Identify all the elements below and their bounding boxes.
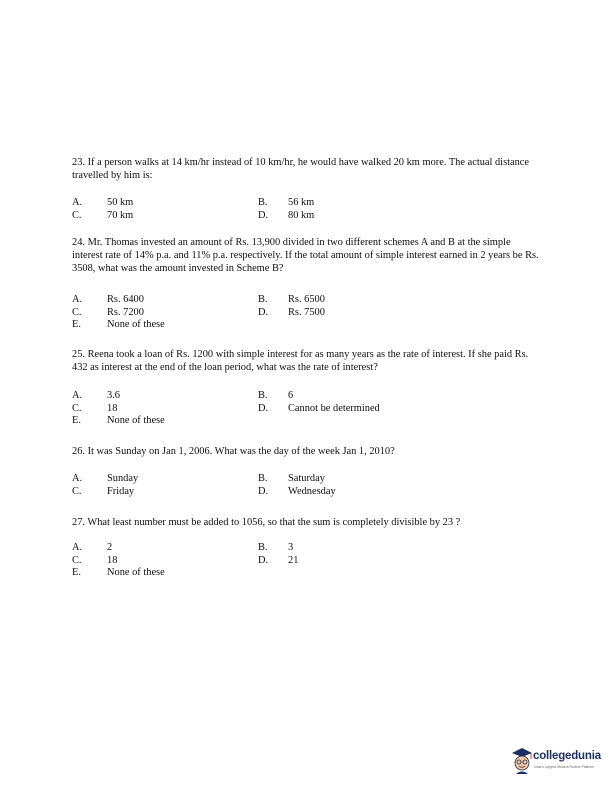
option-row bbox=[72, 415, 542, 428]
option-text: Rs. 6500 bbox=[288, 294, 325, 305]
option-text: None of these bbox=[107, 415, 165, 427]
option-letter: C. bbox=[72, 402, 82, 414]
option-letter: B. bbox=[258, 473, 268, 484]
option-text: 56 km bbox=[288, 197, 315, 208]
option-letter: A. bbox=[72, 390, 83, 401]
option-text: 2 bbox=[107, 542, 113, 553]
question-25-options bbox=[72, 390, 542, 428]
option-letter: B. bbox=[258, 390, 268, 401]
question-27 bbox=[72, 516, 542, 529]
option-text: None of these bbox=[107, 319, 165, 331]
option-row bbox=[72, 197, 542, 210]
option-text: Rs. 6400 bbox=[107, 294, 144, 305]
option-letter: D. bbox=[258, 554, 269, 566]
option-text: Rs. 7200 bbox=[107, 306, 144, 318]
option-text: 3.6 bbox=[107, 390, 120, 401]
option-letter: A. bbox=[72, 473, 83, 484]
option-row bbox=[72, 486, 542, 499]
question-24 bbox=[72, 236, 542, 275]
logo-tagline: India's Largest Student Review Platform bbox=[534, 765, 595, 769]
question-25-text: 25. Reena took a loan of Rs. 1200 with simple interest for as many years as the rate of interest. If she paid Rs. 432 as interest at the end of the loan period, what was the rate of interest? bbox=[72, 349, 529, 373]
option-letter: A. bbox=[72, 542, 83, 553]
option-letter: A. bbox=[72, 197, 83, 208]
question-23 bbox=[72, 156, 542, 182]
option-row bbox=[72, 390, 542, 403]
option-letter: D. bbox=[258, 402, 269, 414]
option-text: 21 bbox=[288, 554, 299, 566]
option-text: 50 km bbox=[107, 197, 134, 208]
option-letter: E. bbox=[72, 415, 81, 427]
option-text: 3 bbox=[288, 542, 294, 553]
question-23-options bbox=[72, 197, 542, 222]
option-letter: B. bbox=[258, 294, 268, 305]
option-letter: B. bbox=[258, 197, 268, 208]
option-text: 70 km bbox=[107, 209, 134, 221]
option-row bbox=[72, 555, 542, 568]
option-text: 6 bbox=[288, 390, 294, 401]
option-letter: E. bbox=[72, 567, 81, 579]
option-letter: B. bbox=[258, 542, 268, 553]
option-text: 18 bbox=[107, 554, 118, 566]
option-row bbox=[72, 403, 542, 416]
option-letter: C. bbox=[72, 306, 82, 318]
option-letter: E. bbox=[72, 319, 81, 331]
option-letter: C. bbox=[72, 485, 82, 497]
option-letter: C. bbox=[72, 554, 82, 566]
question-26-options bbox=[72, 473, 542, 498]
option-letter: A. bbox=[72, 294, 83, 305]
option-row bbox=[72, 210, 542, 223]
option-text: Friday bbox=[107, 485, 135, 497]
option-row bbox=[72, 473, 542, 486]
question-27-options bbox=[72, 542, 542, 580]
option-letter: D. bbox=[258, 209, 269, 221]
collegedunia-logo bbox=[510, 746, 610, 778]
option-row bbox=[72, 542, 542, 555]
question-26-text: 26. It was Sunday on Jan 1, 2006. What was the day of the week Jan 1, 2010? bbox=[72, 446, 395, 457]
option-text: None of these bbox=[107, 567, 165, 579]
option-row bbox=[72, 294, 542, 307]
option-text: Rs. 7500 bbox=[288, 306, 325, 318]
option-row bbox=[72, 307, 542, 320]
option-letter: D. bbox=[258, 306, 269, 318]
option-letter: D. bbox=[258, 485, 269, 497]
option-text: Sunday bbox=[107, 473, 139, 484]
graduate-mascot-icon bbox=[510, 746, 534, 776]
option-text: Cannot be determined bbox=[288, 402, 380, 414]
option-row bbox=[72, 319, 542, 332]
option-text: 80 km bbox=[288, 209, 315, 221]
question-24-text: 24. Mr. Thomas invested an amount of Rs. 13,900 divided in two different schemes A and B at the simple interest rate of 14% p.a. and 11% p.a. respectively. If the total amount of simple interest earned in 2 years be Rs. 3508, what was the amount invested in Scheme B? bbox=[72, 237, 539, 274]
logo-wordmark: collegedunia bbox=[533, 750, 601, 762]
question-26 bbox=[72, 445, 542, 458]
question-25 bbox=[72, 348, 542, 374]
question-27-text: 27. What least number must be added to 1056, so that the sum is completely divisible by 23 ? bbox=[72, 517, 461, 528]
option-text: Saturday bbox=[288, 473, 325, 484]
option-text: Wednesday bbox=[288, 485, 336, 497]
option-text: 18 bbox=[107, 402, 118, 414]
option-letter: C. bbox=[72, 209, 82, 221]
question-24-options bbox=[72, 294, 542, 332]
option-row bbox=[72, 567, 542, 580]
question-23-text: 23. If a person walks at 14 km/hr instead of 10 km/hr, he would have walked 20 km more. The actual distance travelled by him is: bbox=[72, 157, 530, 181]
